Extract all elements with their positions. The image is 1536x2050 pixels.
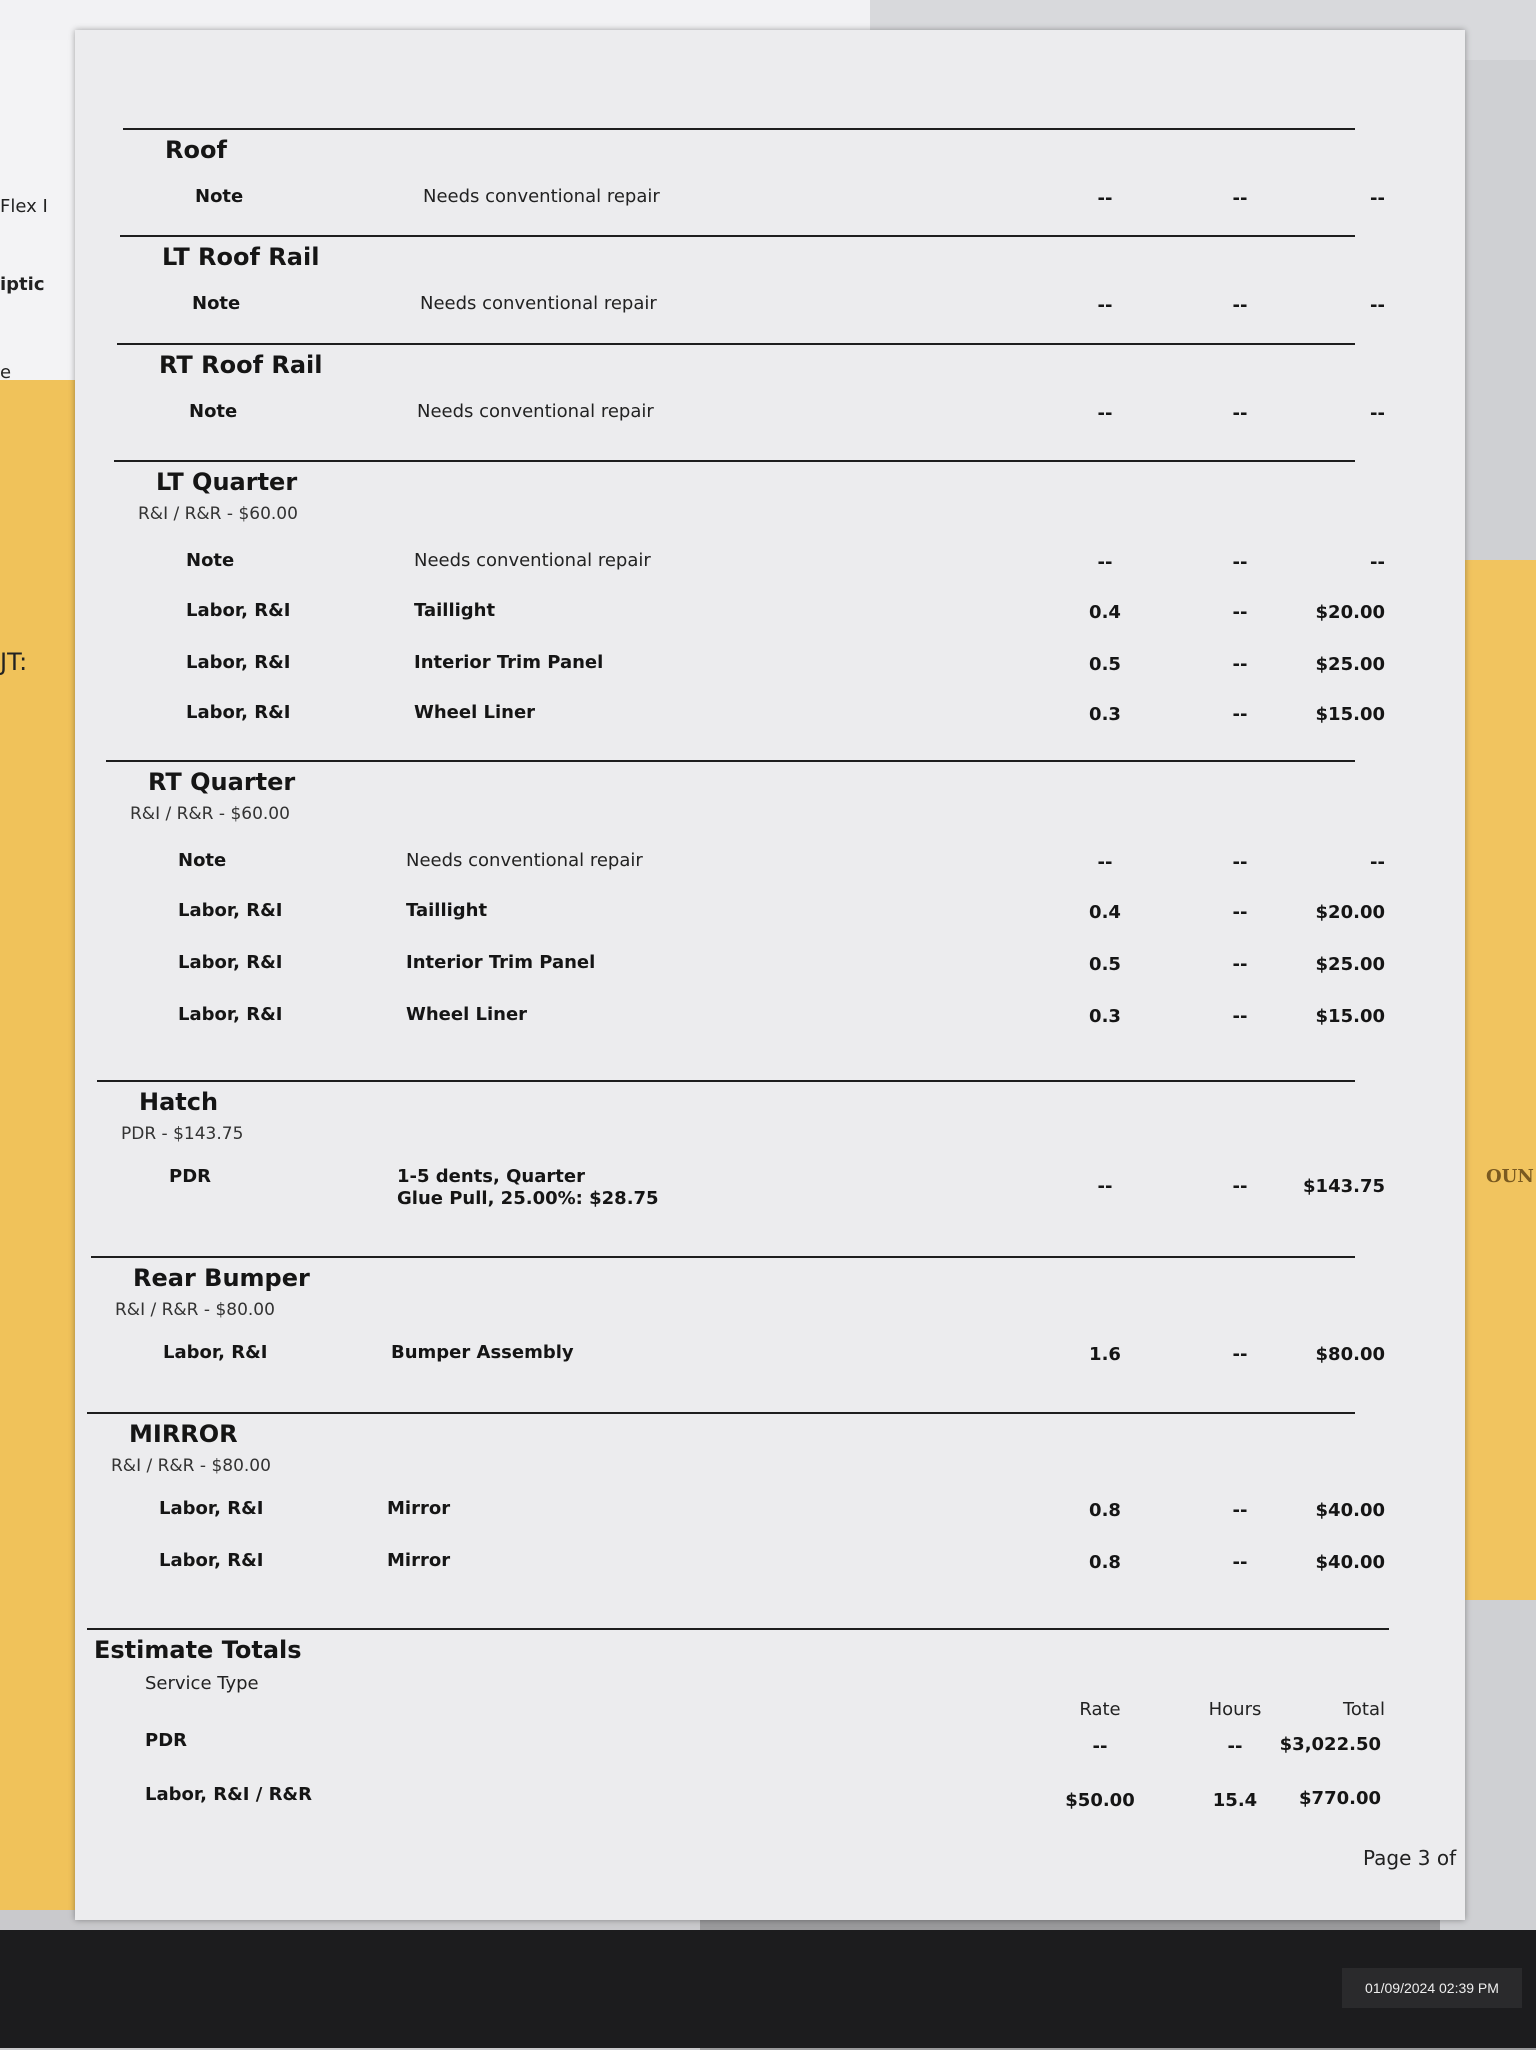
section-title: Rear Bumper [133, 1264, 310, 1292]
line-item-total: $25.00 [1315, 954, 1385, 975]
line-item-label: PDR [169, 1166, 211, 1187]
section-divider [97, 1080, 1355, 1082]
rate-header: Rate [1079, 1699, 1121, 1720]
line-item-total: $20.00 [1315, 602, 1385, 623]
dark-edge [0, 1930, 1536, 2048]
line-item-total: $40.00 [1315, 1552, 1385, 1573]
line-item-description [420, 293, 657, 315]
fragment-text: Flex I [0, 196, 48, 217]
line-item-rate: 0.4 [1089, 902, 1121, 923]
totals-hours: -- [1227, 1736, 1243, 1757]
section-subtitle: R&I / R&R - $80.00 [115, 1300, 275, 1320]
description-line: Wheel Liner [414, 702, 536, 723]
description-line: 1-5 dents, Quarter [397, 1166, 585, 1187]
description-line: Needs conventional repair [423, 186, 660, 207]
description-line: Interior Trim Panel [414, 652, 604, 673]
page-number: Page 3 of [1363, 1846, 1457, 1870]
fragment-text: OUN [1486, 1166, 1534, 1187]
line-item-total: -- [1370, 295, 1385, 316]
section-divider [114, 460, 1355, 462]
line-item-description [397, 1166, 659, 1210]
line-item-label: Labor, R&I [186, 652, 291, 673]
description-line: Taillight [414, 600, 496, 621]
line-item-rate: 1.6 [1089, 1344, 1121, 1365]
line-item-description [417, 401, 654, 423]
totals-rate: $50.00 [1065, 1790, 1135, 1811]
estimate-page [75, 30, 1465, 1920]
line-item-total: -- [1370, 403, 1385, 424]
section-title: MIRROR [129, 1420, 238, 1448]
line-item-rate: 0.3 [1089, 1006, 1121, 1027]
section-divider [120, 235, 1355, 237]
section-subtitle: R&I / R&R - $80.00 [111, 1456, 271, 1476]
line-item-rate: -- [1097, 852, 1113, 873]
hours-header: Hours [1208, 1699, 1262, 1720]
line-item-hours: -- [1232, 852, 1248, 873]
description-line: Needs conventional repair [414, 550, 651, 571]
line-item-label: Note [195, 186, 244, 207]
line-item-label: Note [192, 293, 241, 314]
section-divider [123, 128, 1355, 130]
section-title: LT Roof Rail [162, 243, 320, 271]
line-item-hours: -- [1232, 954, 1248, 975]
section-subtitle: R&I / R&R - $60.00 [138, 504, 298, 524]
line-item-rate: -- [1097, 552, 1113, 573]
section-divider [87, 1412, 1355, 1414]
line-item-rate: 0.8 [1089, 1552, 1121, 1573]
line-item-hours: -- [1232, 295, 1248, 316]
line-item-description [423, 186, 660, 208]
line-item-label: Labor, R&I [186, 702, 291, 723]
line-item-total: $15.00 [1315, 1006, 1385, 1027]
description-line: Taillight [406, 900, 488, 921]
line-item-rate: 0.3 [1089, 704, 1121, 725]
line-item-hours: -- [1232, 552, 1248, 573]
line-item-hours: -- [1232, 1344, 1248, 1365]
description-line: Needs conventional repair [420, 293, 657, 314]
description-line: Mirror [387, 1498, 451, 1519]
line-item-total: -- [1370, 552, 1385, 573]
section-divider [87, 1628, 1389, 1630]
totals-hours: 15.4 [1212, 1790, 1258, 1811]
line-item-label: Note [186, 550, 235, 571]
line-item-total: $80.00 [1315, 1344, 1385, 1365]
line-item-rate: 0.4 [1089, 602, 1121, 623]
line-item-label: Labor, R&I [186, 600, 291, 621]
section-divider [106, 760, 1355, 762]
line-item-description [387, 1550, 450, 1572]
line-item-hours: -- [1232, 654, 1248, 675]
total-header: Total [1342, 1699, 1385, 1720]
line-item-label: Labor, R&I [159, 1550, 264, 1571]
section-title: LT Quarter [156, 468, 298, 496]
description-line: Glue Pull, 25.00%: $28.75 [397, 1188, 659, 1209]
totals-service: Labor, R&I / R&R [145, 1784, 312, 1805]
line-item-hours: -- [1232, 902, 1248, 923]
line-item-description [406, 952, 595, 974]
line-item-label: Labor, R&I [178, 1004, 283, 1025]
section-title: RT Roof Rail [159, 351, 323, 379]
line-item-rate: -- [1097, 403, 1113, 424]
line-item-description [406, 850, 643, 872]
totals-rate: -- [1092, 1736, 1108, 1757]
line-item-hours: -- [1232, 1176, 1248, 1197]
line-item-hours: -- [1232, 704, 1248, 725]
yellow-folder-left [0, 380, 80, 1920]
line-item-rate: -- [1097, 295, 1113, 316]
description-line: Interior Trim Panel [406, 952, 596, 973]
totals-total: $3,022.50 [1279, 1734, 1381, 1755]
fragment-text: e [0, 362, 12, 383]
totals-total: $770.00 [1299, 1788, 1381, 1809]
description-line: Needs conventional repair [406, 850, 643, 871]
line-item-total: $143.75 [1303, 1176, 1385, 1197]
description-line: Bumper Assembly [391, 1342, 574, 1363]
line-item-hours: -- [1232, 403, 1248, 424]
totals-title: Estimate Totals [94, 1636, 302, 1664]
line-item-description [414, 652, 603, 674]
description-line: Needs conventional repair [417, 401, 654, 422]
section-subtitle: R&I / R&R - $60.00 [130, 804, 290, 824]
line-item-hours: -- [1232, 602, 1248, 623]
line-item-rate: 0.5 [1089, 954, 1121, 975]
line-item-description [414, 702, 535, 724]
line-item-rate: -- [1097, 1176, 1113, 1197]
line-item-rate: 0.5 [1089, 654, 1121, 675]
line-item-rate: 0.8 [1089, 1500, 1121, 1521]
description-line: Wheel Liner [406, 1004, 528, 1025]
line-item-description [414, 550, 651, 572]
line-item-description [391, 1342, 574, 1364]
line-item-rate: -- [1097, 188, 1113, 209]
line-item-total: -- [1370, 188, 1385, 209]
section-title: Roof [165, 136, 227, 164]
line-item-label: Labor, R&I [163, 1342, 268, 1363]
line-item-total: $15.00 [1315, 704, 1385, 725]
line-item-total: $20.00 [1315, 902, 1385, 923]
service-type-header: Service Type [145, 1673, 259, 1694]
line-item-label: Labor, R&I [159, 1498, 264, 1519]
line-item-label: Note [178, 850, 227, 871]
line-item-hours: -- [1232, 1500, 1248, 1521]
totals-service: PDR [145, 1730, 187, 1751]
description-line: Mirror [387, 1550, 451, 1571]
line-item-hours: -- [1232, 1006, 1248, 1027]
line-item-total: $25.00 [1315, 654, 1385, 675]
line-item-hours: -- [1232, 188, 1248, 209]
section-divider [117, 343, 1355, 345]
fragment-text: JT: [0, 648, 28, 676]
line-item-description [387, 1498, 450, 1520]
line-item-label: Note [189, 401, 238, 422]
line-item-total: -- [1370, 852, 1385, 873]
photo-timestamp: 01/09/2024 02:39 PM [1342, 1968, 1522, 2008]
line-item-label: Labor, R&I [178, 900, 283, 921]
section-divider [91, 1256, 1355, 1258]
line-item-description [406, 1004, 527, 1026]
section-title: Hatch [139, 1088, 219, 1116]
line-item-description [414, 600, 495, 622]
fragment-text: iptic [0, 274, 45, 295]
line-item-label: Labor, R&I [178, 952, 283, 973]
section-title: RT Quarter [148, 768, 296, 796]
section-subtitle: PDR - $143.75 [121, 1124, 244, 1144]
line-item-total: $40.00 [1315, 1500, 1385, 1521]
line-item-hours: -- [1232, 1552, 1248, 1573]
line-item-description [406, 900, 487, 922]
